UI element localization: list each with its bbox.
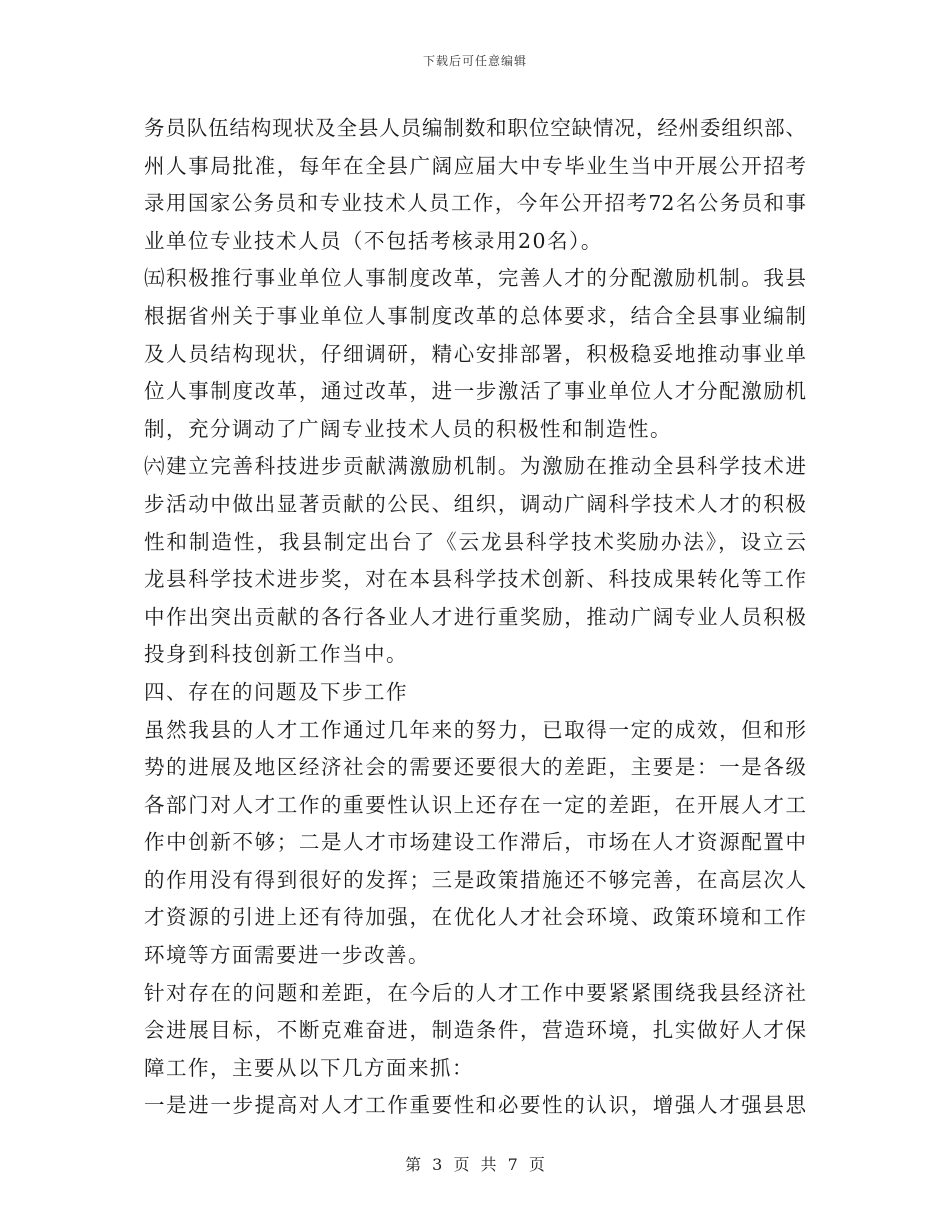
text-line: 环境等方面需要进一步改善。 [144,943,430,968]
text-line: 虽然我县的人才工作通过几年来的努力，已取得一定的成效，但和形 [144,717,806,742]
text-line: 势的进展及地区经济社会的需要还要很大的差距，主要是：一是各级 [144,755,806,780]
text-line: 中作出突出贡献的各行各业人才进行重奖励，推动广阔专业人员积极 [144,604,806,629]
paragraph [144,448,806,674]
paragraph [144,712,806,975]
text-line: ㈤积极推行事业单位人事制度改革，完善人才的分配激励机制。我县 [144,266,806,291]
text-line: 才资源的引进上还有待加强，在优化人才社会环境、政策环境和工作 [144,905,806,930]
paragraph [144,110,806,260]
document-body [144,110,806,1125]
paragraph [144,1087,806,1125]
text-line: 位人事制度改革，通过改革，进一步激活了事业单位人才分配激励机 [144,379,806,404]
text-line: 务员队伍结构现状及全县人员编制数和职位空缺情况，经州委组织部、 [144,116,806,140]
text-line: 四、存在的问题及下步工作 [144,679,408,704]
page-footer: 第 3 页 共 7 页 [405,1155,545,1174]
text-line: 根据省州关于事业单位人事制度改革的总体要求，结合全县事业编制 [144,303,806,328]
text-line: 针对存在的问题和差距，在今后的人才工作中要紧紧围绕我县经济社 [144,980,806,1005]
paragraph [144,674,806,712]
text-line: 性和制造性，我县制定出台了《云龙县科学技术奖励办法》，设立云 [144,529,806,554]
text-line: 作中创新不够；二是人才市场建设工作滞后，市场在人才资源配置中 [144,830,806,855]
text-line: 步活动中做出显著贡献的公民、组织，调动广阔科学技术人才的积极 [144,491,806,516]
text-line: 一是进一步提高对人才工作重要性和必要性的认识，增强人才强县思 [144,1093,806,1118]
text-line: 障工作，主要从以下几方面来抓： [144,1055,474,1080]
text-line: 投身到科技创新工作当中。 [144,642,408,667]
text-line: 的作用没有得到很好的发挥；三是政策措施还不够完善，在高层次人 [144,867,806,892]
text-line: 各部门对人才工作的重要性认识上还存在一定的差距，在开展人才工 [144,792,806,817]
text-line: 龙县科学技术进步奖，对在本县科学技术创新、科技成果转化等工作 [144,567,806,592]
text-line: 录用国家公务员和专业技术人员工作，今年公开招考72名公务员和事 [144,191,806,216]
text-line: 州人事局批准，每年在全县广阔应届大中专毕业生当中开展公开招考 [144,153,806,178]
text-line: 会进展目标，不断克难奋进，制造条件，营造环境，扎实做好人才保 [144,1018,806,1043]
text-line: 业单位专业技术人员（不包括考核录用20名）。 [144,228,603,253]
paragraph [144,260,806,448]
text-line: 及人员结构现状，仔细调研，精心安排部署，积极稳妥地推动事业单 [144,341,806,366]
page-header: 下载后可任意编辑 [422,54,527,68]
text-line: 制，充分调动了广阔专业技术人员的积极性和制造性。 [144,416,672,441]
paragraph [144,975,806,1088]
text-line: ㈥建立完善科技进步贡献满激励机制。为激励在推动全县科学技术进 [144,454,806,479]
